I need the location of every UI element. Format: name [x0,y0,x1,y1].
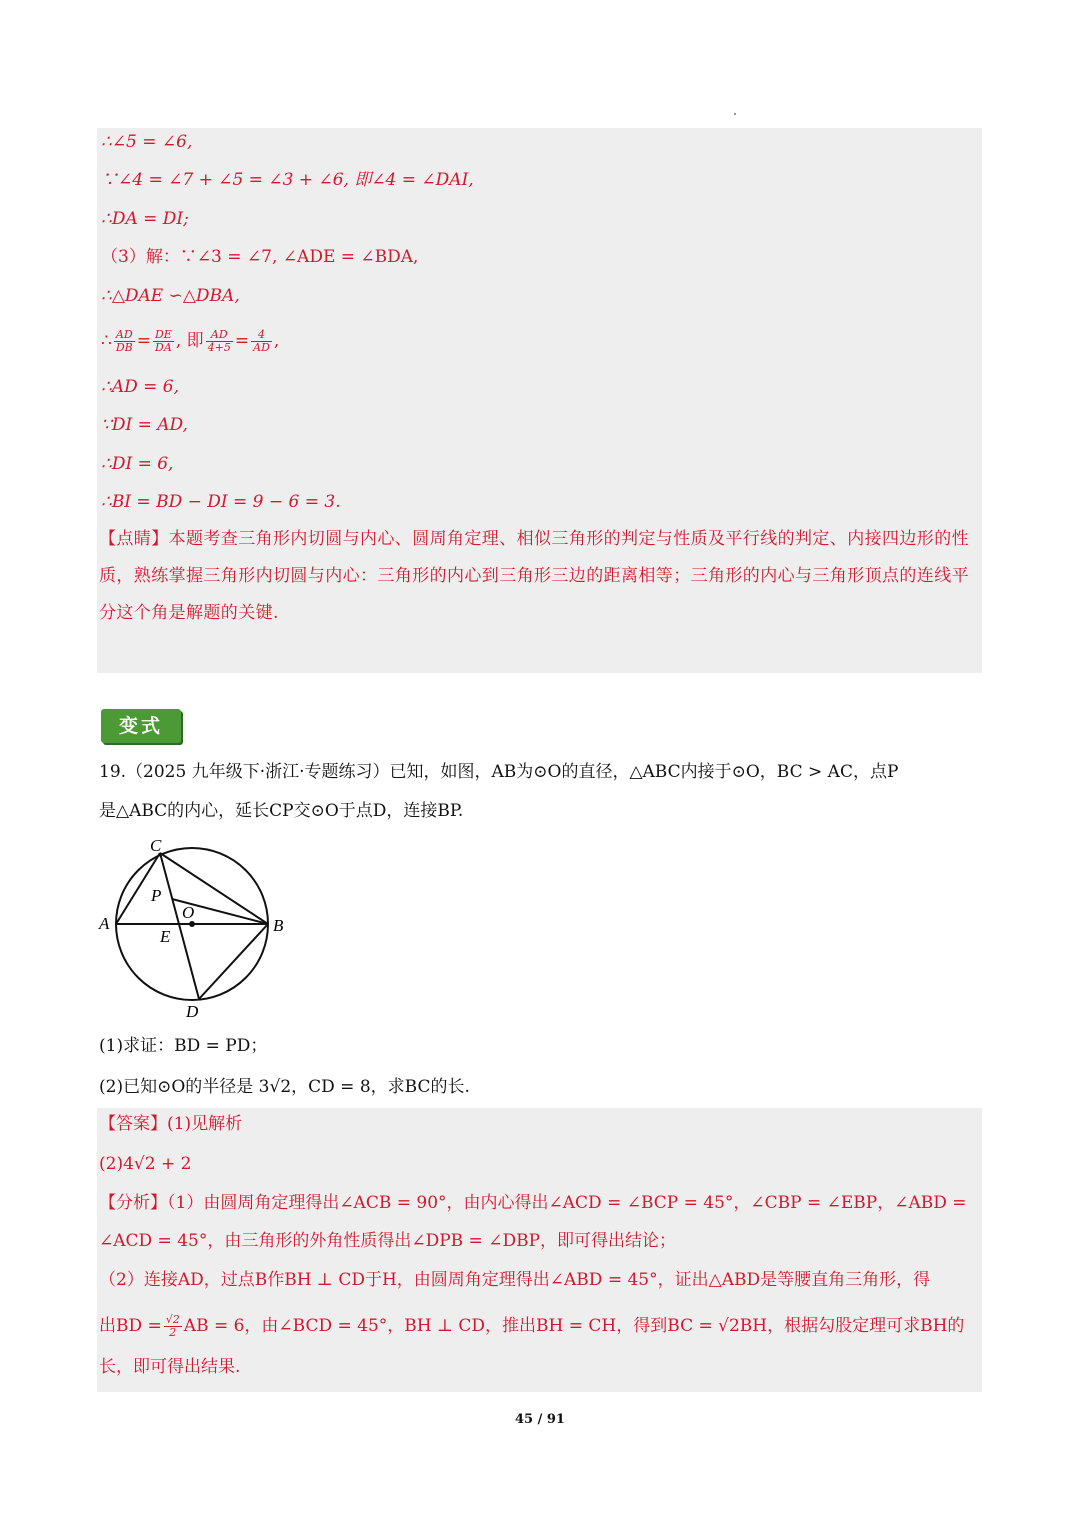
end-text: , [273,331,280,351]
analysis-line-3: （2）连接AD，过点B作BH ⊥ CD于H，由圆周角定理得出∠ABD = 45°，证出△ABD是等腰直角三角形，得 [99,1270,931,1290]
fraction [251,329,272,354]
middle-text: , 即 [175,331,204,351]
analysis-line-4 [99,1308,964,1344]
denominator: DB [115,341,133,354]
numerator: √2 [165,1313,180,1326]
solution-line-3: ∴DA = DI; [101,209,189,229]
solution-line-7: ∴AD = 6, [101,377,179,397]
scan-speck [734,113,736,115]
solution-line-10: ∴BI = BD − DI = 9 − 6 = 3. [101,492,341,512]
denominator: AD [253,341,270,354]
prefix: ∴ [101,331,112,351]
solution-line-9: ∴DI = 6, [101,454,174,474]
label-p: P [151,886,162,905]
analysis-line-5: 长，即可得出结果. [99,1357,241,1377]
answer-tag: 【答案】 [99,1114,167,1134]
solution-line-4: （3）解：∵∠3 = ∠7, ∠ADE = ∠BDA, [101,247,419,267]
fraction [206,329,233,354]
question-line-2: 是△ABC的内心，延长CP交⊙O于点D，连接BP. [99,801,464,821]
answer-line-2: (2)4√2 + 2 [99,1154,192,1174]
denominator: 2 [169,1326,177,1339]
numerator: DE [154,328,172,341]
solution-line-6: ∴ $\frac{AD}{DB}$ = $\frac{DE}{DA}$ , 即 $\frac{AD}{4+5}$ = $\frac{4}{AD}$ , [101,328,280,354]
key-point-comment: 【点睛】本题考查三角形内切圆与内心、圆周角定理、相似三角形的判定与性质及平行线的判定、内接四边形的性质，熟练掌握三角形内切圆与内心：三角形的内心到三角形三边的距离相等；三角形的内心与三角形顶点的连线平分这个角是解题的关键. [99,529,969,623]
denominator: 4+5 [207,341,231,354]
numerator: AD [114,329,135,342]
fraction [153,329,174,354]
label-o: O [182,903,195,922]
analysis-line-1: 【分析】（1）由圆周角定理得出∠ACB = 90°，由内心得出∠ACD = ∠BCP = 45°，∠CBP = ∠EBP，∠ABD = [99,1193,967,1213]
label-c: C [150,836,162,855]
variation-badge: 变式 [101,709,181,743]
solution-line-2: ∵∠4 = ∠7 + ∠5 = ∠3 + ∠6, 即∠4 = ∠DAI, [101,170,474,190]
question-line-1: 19.（2025 九年级下·浙江·专题练习）已知，如图，AB为⊙O的直径，△ABC内接于⊙O，BC > AC，点P [99,762,899,782]
analysis-4-end: AB = 6，由∠BCD = 45°，BH ⊥ CD，推出BH = CH，得到BC = √2BH，根据勾股定理可求BH的 [183,1316,965,1336]
question-part-1: (1)求证：BD = PD； [99,1036,268,1056]
fraction [114,329,135,354]
geometry-figure [96,832,296,1024]
label-a: A [99,914,110,933]
analysis-4-start: 出BD = [99,1316,162,1336]
label-d: D [186,1002,199,1021]
denominator: DA [155,341,172,354]
solution-line-1: ∴∠5 = ∠6, [101,132,193,152]
page-number: 45 / 91 [515,1412,565,1427]
solution-line-8: ∵DI = AD, [101,415,188,435]
label-e: E [160,927,171,946]
analysis-line-2: ∠ACD = 45°，由三角形的外角性质得出∠DPB = ∠DBP，即可得出结论； [99,1231,677,1251]
numerator: AD [206,329,233,342]
label-b: B [273,916,284,935]
fraction [164,1314,182,1339]
solution-line-5: ∴△DAE ∽△DBA, [101,286,240,306]
question-part-2: (2)已知⊙O的半径是 3√2，CD = 8，求BC的长. [99,1077,470,1097]
answer-part-1: (1)见解析 [167,1114,243,1134]
answer-line-1 [99,1114,242,1134]
numerator: 4 [251,329,272,342]
